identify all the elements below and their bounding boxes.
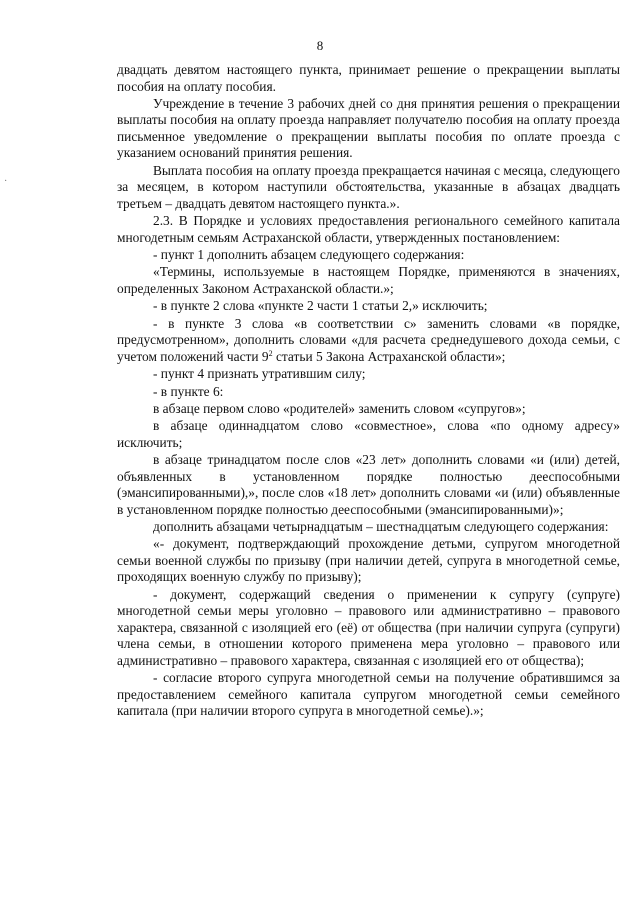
paragraph: - в пункте 6:: [153, 383, 224, 399]
paragraph: 2.3. В Порядке и условиях предоставления регионального семейного капитала многодетным семьям Астраханской области, утвержденных постановлением:: [117, 213, 620, 245]
paragraph: - в пункте 2 слова «пункте 2 части 1 статьи 2,» исключить;: [153, 298, 488, 314]
paragraph: «Термины, используемые в настоящем Порядке, применяются в значениях, определенных Законом Астраханской области.»;: [117, 264, 620, 296]
paragraph: [117, 316, 620, 366]
paragraph: - пункт 1 дополнить абзацем следующего содержания:: [153, 247, 465, 263]
paragraph: - согласие второго супруга многодетной семьи на получение обратившимся за предоставлением семейного капитала супругом многодетной семьи семейного капитала (при наличии второго супруга в многодетной семье).»;: [117, 670, 620, 719]
paragraph: Выплата пособия на оплату проезда прекращается начиная с месяца, следующего за месяцем, в котором наступили обстоятельства, указанные в абзацах двадцать третьем – двадцать девятом настоящего пункта.».: [117, 162, 620, 211]
paragraph: в абзаце одиннадцатом слово «совместное», слова «по одному адресу» исключить;: [117, 418, 620, 450]
paragraph: - пункт 4 признать утратившим силу;: [153, 366, 366, 382]
document-body: [117, 62, 620, 721]
paragraph: Учреждение в течение 3 рабочих дней со дня принятия решения о прекращении выплаты пособия на оплату проезда направляет получателю пособия на оплату проезда письменное уведомление о прекращении выплаты пособия по оплате проезда с указанием оснований принятия решения.: [117, 95, 620, 161]
paragraph-text: - в пункте 3 слова «в соответствии с» заменить словами «в порядке, предусмотренном», дополнить словами «для расчета среднедушевого дохода семьи, с учетом положений части 9: [117, 315, 620, 364]
paragraph: «- документ, подтверждающий прохождение детьми, супругом многодетной семьи военной службы по призыву (при наличии детей, супруга в многодетной семье, проходящих военную службу по призыву);: [117, 536, 620, 585]
paragraph: дополнить абзацами четырнадцатым – шестнадцатым следующего содержания:: [153, 519, 609, 535]
paragraph: в абзаце первом слово «родителей» заменить словом «супругов»;: [153, 400, 526, 416]
page-number: 8: [316, 38, 324, 53]
paragraph: - документ, содержащий сведения о применении к супругу (супруге) многодетной семьи меры уголовно – правового или административно – правового характера, связанной с изоляцией его (её) от общества (при наличии супруга (супруги) члена семьи, в отношении которого применена мера уголовно – правового или административно – правового характера, связанная с изоляцией его от общества);: [117, 586, 620, 668]
paragraph: в абзаце тринадцатом после слов «23 лет» дополнить словами «и (или) детей, объявленных в установленном порядке полностью дееспособными (эмансипированными),», после слов «18 лет» дополнить словами «и (или) объявленные в установленном порядке полностью дееспособными (эмансипированными)»;: [117, 452, 620, 517]
margin-mark: ·: [4, 176, 8, 187]
paragraph-text: статьи 5 Закона Астраханской области»;: [272, 348, 506, 364]
superscript: 2: [268, 348, 273, 358]
paragraph: двадцать девятом настоящего пункта, принимает решение о прекращении выплаты пособия на оплату пособия.: [117, 62, 620, 94]
